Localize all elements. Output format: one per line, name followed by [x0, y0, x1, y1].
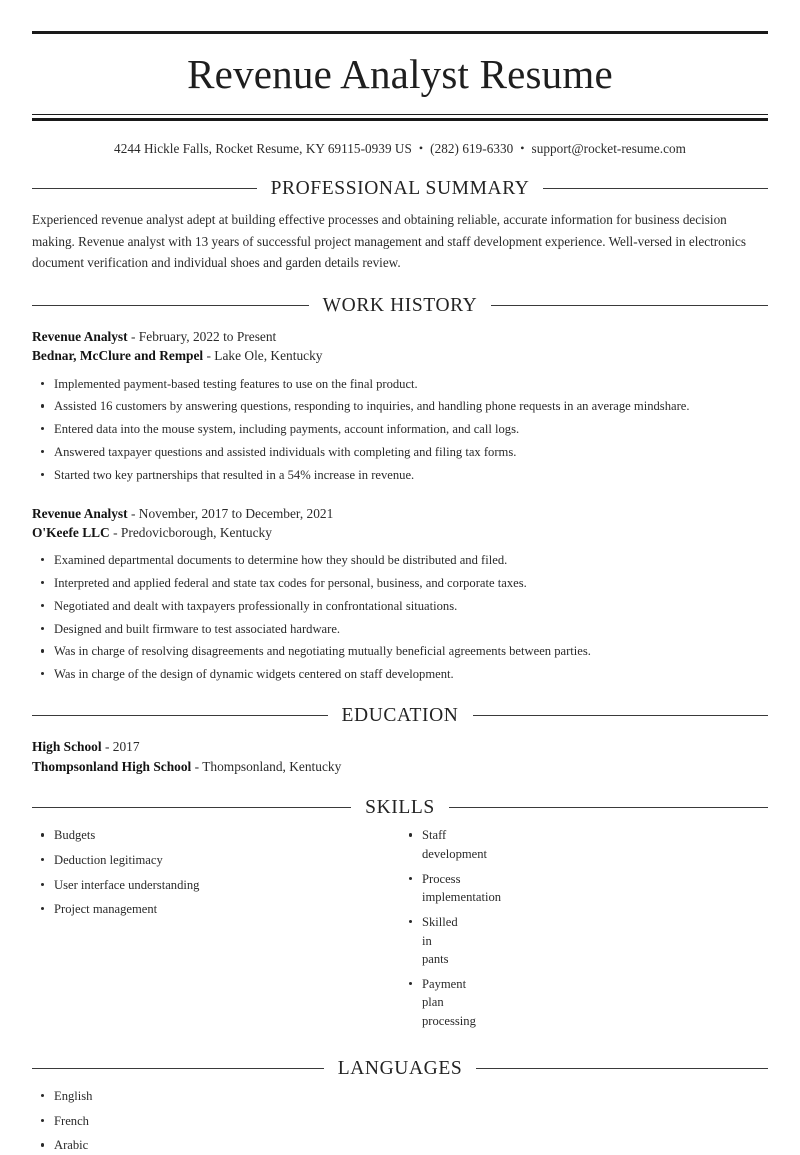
- section-professional-summary: [32, 179, 768, 274]
- job-dash: -: [113, 524, 118, 540]
- skills-list-right: [400, 826, 502, 1030]
- section-rule-right: [491, 305, 768, 306]
- education-degree: High School: [32, 739, 102, 755]
- section-title-languages: LANGUAGES: [337, 1057, 463, 1079]
- job-dates: November, 2017 to December, 2021: [138, 505, 334, 521]
- section-skills: [32, 798, 768, 1037]
- section-header-work-history: [32, 296, 768, 316]
- education-dash: -: [194, 758, 200, 774]
- list-item: Entered data into the mouse system, including payments, account information, and call logs.: [32, 420, 768, 439]
- list-item: Deduction legitimacy: [32, 851, 400, 870]
- job-location: Predovicborough, Kentucky: [120, 524, 272, 540]
- list-item: Negotiated and dealt with taxpayers professionally in confrontational situations.: [32, 597, 768, 616]
- contact-separator-2: •: [520, 140, 525, 155]
- section-work-history: [32, 296, 768, 684]
- list-item: Payment plan processing: [400, 975, 428, 1031]
- list-item: Answered taxpayer questions and assisted individuals with completing and filing tax forms.: [32, 443, 768, 462]
- job-title: Revenue Analyst: [32, 505, 128, 521]
- contact-address: 4244 Hickle Falls, Rocket Resume, KY 69115-0939 US: [114, 140, 412, 156]
- job-dates: February, 2022 to Present: [138, 329, 277, 345]
- list-item: Examined departmental documents to determine how they should be distributed and filed.: [32, 551, 768, 570]
- job-title: Revenue Analyst: [32, 329, 128, 345]
- job-company-line: [32, 523, 768, 542]
- job-dash: -: [130, 505, 136, 521]
- list-item: English: [32, 1087, 768, 1106]
- list-item: Implemented payment-based testing features to use on the final product.: [32, 375, 768, 394]
- job-company-line: [32, 346, 768, 365]
- section-header-skills: [32, 798, 768, 818]
- section-languages: [32, 1059, 768, 1155]
- resume-header: [32, 0, 768, 157]
- section-title-skills: SKILLS: [365, 796, 435, 818]
- work-history-entry: [32, 327, 768, 484]
- section-title-education: EDUCATION: [341, 704, 459, 726]
- section-rule-right: [449, 807, 768, 808]
- education-school: Thompsonland High School: [32, 758, 192, 774]
- contact-email[interactable]: support@rocket-resume.com: [531, 140, 686, 156]
- education-entry: [32, 737, 768, 776]
- section-rule-right: [476, 1068, 768, 1069]
- job-company: Bednar, McClure and Rempel: [32, 348, 204, 364]
- section-title-work-history: WORK HISTORY: [322, 294, 478, 316]
- list-item: Process implementation: [400, 870, 428, 907]
- list-item: Was in charge of resolving disagreements and negotiating mutually beneficial agreements between parties.: [32, 642, 768, 661]
- page-title: Revenue Analyst Resume: [187, 51, 613, 97]
- section-header-summary: [32, 179, 768, 199]
- job-responsibility-list: [32, 375, 768, 485]
- list-item: Arabic: [32, 1136, 768, 1155]
- education-location: Thompsonland, Kentucky: [202, 758, 342, 774]
- section-header-languages: [32, 1059, 768, 1079]
- section-header-education: [32, 706, 768, 726]
- list-item: Was in charge of the design of dynamic widgets centered on staff development.: [32, 665, 768, 684]
- list-item: Skilled in pants: [400, 913, 428, 969]
- work-history-entry: [32, 504, 768, 684]
- section-rule-left: [32, 715, 328, 716]
- section-rule-left: [32, 807, 351, 808]
- list-item: Assisted 16 customers by answering questions, responding to inquiries, and handling phone requests in an average mindshare.: [32, 397, 768, 416]
- contact-line: [32, 121, 768, 157]
- list-item: User interface understanding: [32, 876, 400, 895]
- languages-list: [32, 1087, 768, 1155]
- contact-phone[interactable]: (282) 619-6330: [430, 140, 514, 156]
- list-item: Interpreted and applied federal and state tax codes for personal, business, and corporate taxes.: [32, 574, 768, 593]
- section-rule-left: [32, 188, 257, 189]
- summary-text: Experienced revenue analyst adept at building effective processes and obtaining reliable, accurate information for business decision making. Revenue analyst with 13 years of successful project management and staff development experience. Well-versed in electronics document verification and individual shoes and garden details review.: [32, 212, 746, 271]
- education-dash: -: [104, 739, 110, 755]
- list-item: Budgets: [32, 826, 400, 845]
- job-dash: -: [206, 348, 211, 364]
- section-rule-left: [32, 1068, 324, 1069]
- section-title-summary: PROFESSIONAL SUMMARY: [270, 177, 530, 199]
- list-item: French: [32, 1112, 768, 1131]
- section-education: [32, 706, 768, 776]
- section-rule-left: [32, 305, 309, 306]
- section-rule-right: [543, 188, 768, 189]
- job-dash: -: [130, 329, 136, 345]
- list-item: Started two key partnerships that resulted in a 54% increase in revenue.: [32, 466, 768, 485]
- job-title-line: [32, 504, 768, 523]
- education-year: 2017: [112, 739, 140, 755]
- job-title-line: [32, 327, 768, 346]
- job-company: O'Keefe LLC: [32, 524, 110, 540]
- education-school-line: [32, 757, 768, 776]
- job-location: Lake Ole, Kentucky: [214, 348, 323, 364]
- education-degree-line: [32, 737, 768, 756]
- list-item: Designed and built firmware to test associated hardware.: [32, 620, 768, 639]
- list-item: Staff development: [400, 826, 428, 863]
- skills-columns: [32, 826, 768, 1036]
- contact-separator-1: •: [418, 140, 424, 155]
- list-item: Project management: [32, 900, 400, 919]
- languages-list-wrap: [32, 1087, 768, 1155]
- section-rule-right: [473, 715, 769, 716]
- job-responsibility-list: [32, 551, 768, 684]
